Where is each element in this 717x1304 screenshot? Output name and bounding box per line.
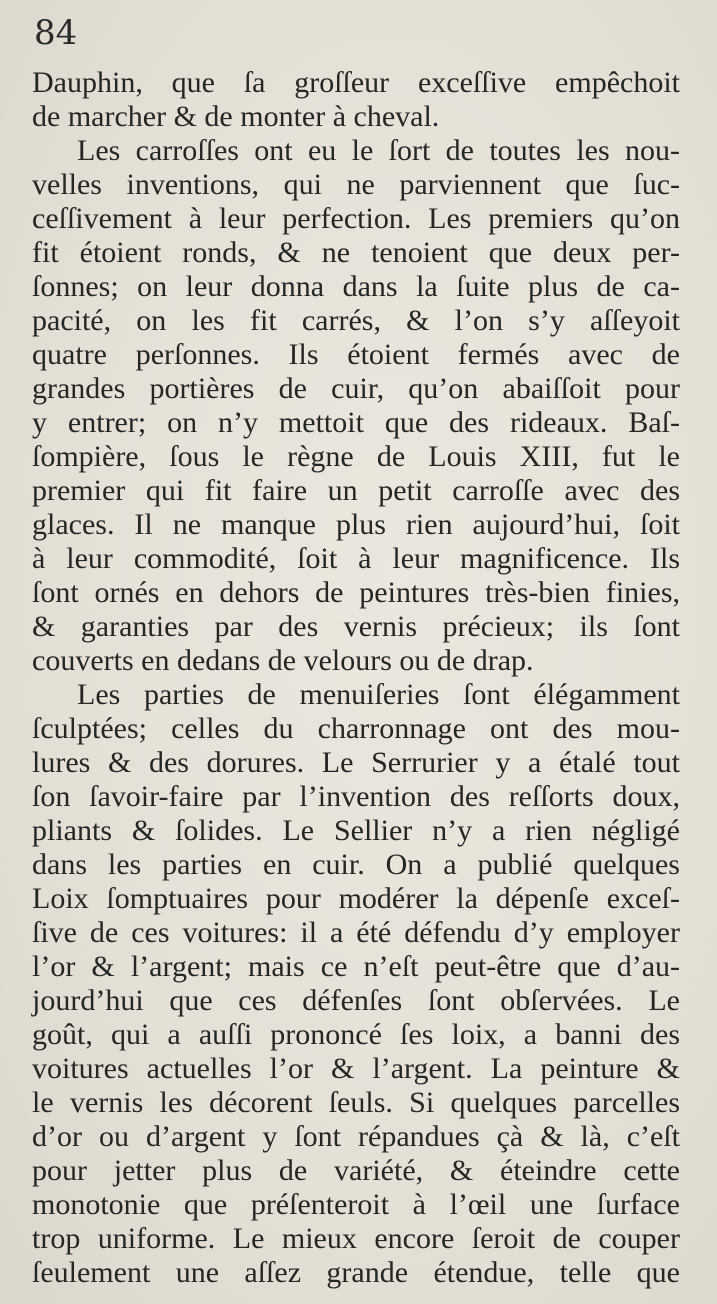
- text-line: voitures actuelles l’or & l’argent. La peinture &: [32, 1052, 680, 1085]
- text-line: ſont ornés en dehors de peintures très-bien finies,: [32, 576, 680, 609]
- text-line: quatre perſonnes. Ils étoient fermés avec de: [32, 338, 680, 371]
- text-line: ſompière, ſous le règne de Louis XIII, fut le: [32, 440, 680, 473]
- text-line: d’or ou d’argent y ſont répandues çà & là, c’eſt: [32, 1120, 680, 1153]
- text-line: monotonie que préſenteroit à l’œil une ſurface: [32, 1188, 680, 1221]
- text-line: & garanties par des vernis précieux; ils ſont: [32, 610, 680, 643]
- text-line: goût, qui a auſſi prononcé ſes loix, a banni des: [32, 1018, 680, 1051]
- text-line: ceſſivement à leur perfection. Les premiers qu’on: [32, 202, 680, 235]
- text-line: pour jetter plus de variété, & éteindre cette: [32, 1154, 680, 1187]
- text-line: couverts en dedans de velours ou de drap.: [32, 644, 534, 677]
- text-line: jourd’hui que ces défenſes ſont obſervées. Le: [32, 984, 680, 1017]
- text-line: velles inventions, qui ne parviennent que ſuc-: [32, 168, 680, 201]
- text-line: lures & des dorures. Le Serrurier y a étalé tout: [32, 746, 680, 779]
- text-line: ſeulement une aſſez grande étendue, telle que: [32, 1256, 680, 1289]
- text-line: y entrer; on n’y mettoit que des rideaux. Baſ-: [32, 406, 680, 439]
- text-line: l’or & l’argent; mais ce n’eſt peut-être que d’au-: [32, 950, 680, 983]
- text-line: ſive de ces voitures: il a été défendu d’y employer: [32, 916, 680, 949]
- text-line: ſon ſavoir-faire par l’invention des reſſorts doux,: [32, 780, 680, 813]
- text-line: glaces. Il ne manque plus rien aujourd’hui, ſoit: [32, 508, 680, 541]
- text-line: ſculptées; celles du charronnage ont des mou-: [32, 712, 680, 745]
- text-line: pliants & ſolides. Le Sellier n’y a rien négligé: [32, 814, 680, 847]
- text-line: de marcher & de monter à cheval.: [32, 100, 440, 133]
- paragraph-start-line: Les carroſſes ont eu le ſort de toutes les nou-: [77, 134, 680, 167]
- text-line: pacité, on les fit carrés, & l’on s’y aſſeyoit: [32, 304, 680, 337]
- text-line: fit étoient ronds, & ne tenoient que deux per-: [32, 236, 680, 269]
- page-number: 84: [34, 13, 78, 53]
- text-line: grandes portières de cuir, qu’on abaiſſoit pour: [32, 372, 680, 405]
- text-line: le vernis les décorent ſeuls. Si quelques parcelles: [32, 1086, 680, 1119]
- text-line: ſonnes; on leur donna dans la ſuite plus de ca-: [32, 270, 680, 303]
- text-line: premier qui fit faire un petit carroſſe avec des: [32, 474, 680, 507]
- text-line: trop uniforme. Le mieux encore ſeroit de couper: [32, 1222, 680, 1255]
- text-line: Dauphin, que ſa groſſeur exceſſive empêchoit: [32, 66, 680, 99]
- text-line: à leur commodité, ſoit à leur magnificence. Ils: [32, 542, 680, 575]
- text-line: Loix ſomptuaires pour modérer la dépenſe exceſ-: [32, 882, 680, 915]
- body-text: [32, 66, 680, 1290]
- text-line: dans les parties en cuir. On a publié quelques: [32, 848, 680, 881]
- paragraph-start-line: Les parties de menuiſeries ſont élégamment: [77, 678, 680, 711]
